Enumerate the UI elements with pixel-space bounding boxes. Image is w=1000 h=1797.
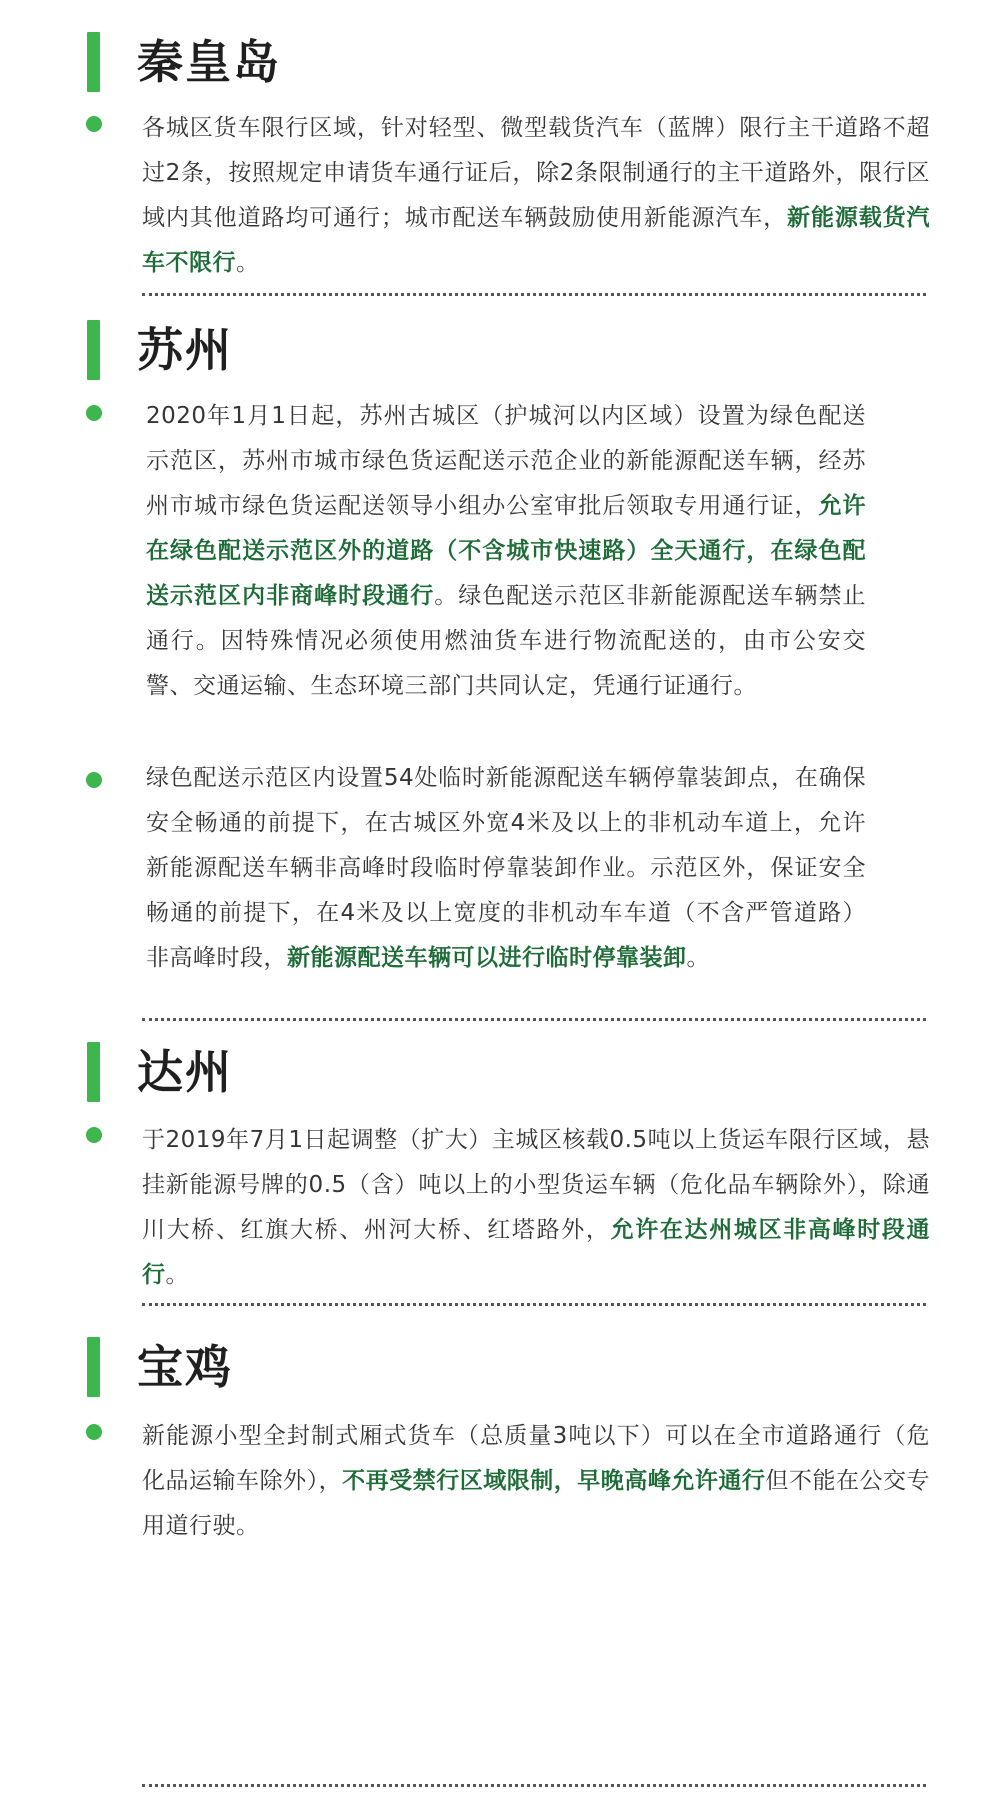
paragraph-highlight: 允许在达州城区非高峰时段通行 — [142, 1217, 931, 1288]
paragraph-text: 新能源小型全封制式厢式货车（总质量3吨以下）可以在全市道路通行（危化品运输车除外）， — [142, 1423, 930, 1494]
paragraph — [142, 1118, 930, 1298]
paragraph — [142, 1414, 930, 1549]
paragraph-text: 2020年1月1日起，苏州古城区（护城河以内区域）设置为绿色配送示范区，苏州市城市绿色货运配送示范企业的新能源配送车辆，经苏州市城市绿色货运配送领导小组办公室审批后领取专用通行证， — [146, 403, 866, 519]
section-heading-suzhou — [87, 320, 233, 380]
section-heading-qinhuangdao — [87, 32, 281, 92]
paragraph — [142, 106, 930, 286]
paragraph-text: 。 — [165, 1262, 189, 1288]
paragraph-text: 但不能在公交专用道行驶。 — [142, 1468, 931, 1539]
heading-accent-bar — [87, 1042, 100, 1102]
section-title: 苏州 — [137, 323, 233, 377]
dotted-divider — [142, 1784, 926, 1787]
paragraph-text: 绿色配送示范区内设置54处临时新能源配送车辆停靠装卸点，在确保安全畅通的前提下，在古城区外宽4米及以上的非机动车道上，允许新能源配送车辆非高峰时段临时停靠装卸作业。示范区外，保证安全畅通的前提下，在4米及以上宽度的非机动车车道（不含严管道路）非高峰时段， — [146, 765, 866, 971]
heading-accent-bar — [87, 1337, 100, 1397]
bullet-dot-icon — [86, 1127, 102, 1143]
bullet-dot-icon — [86, 772, 102, 788]
heading-accent-bar — [87, 320, 100, 380]
section-title: 秦皇岛 — [137, 35, 281, 89]
paragraph-highlight: 允许在绿色配送示范区外的道路（不含城市快速路）全天通行，在绿色配送示范区内非商峰时段通行 — [146, 493, 867, 609]
section-heading-dazhou — [87, 1042, 233, 1102]
dotted-divider — [142, 1303, 926, 1306]
bullet-dot-icon — [86, 405, 102, 421]
paragraph-highlight: 新能源载货汽车不限行 — [142, 205, 930, 276]
bullet-dot-icon — [86, 1424, 102, 1440]
paragraph-text: 。 — [686, 945, 710, 971]
paragraph-text: 。 — [236, 250, 260, 276]
section-title: 宝鸡 — [137, 1340, 233, 1394]
paragraph — [146, 756, 866, 981]
paragraph-highlight: 不再受禁行区域限制，早晚高峰允许通行 — [342, 1468, 766, 1494]
paragraph-text: 。绿色配送示范区非新能源配送车辆禁止通行。因特殊情况必须使用燃油货车进行物流配送的，由市公安交警、交通运输、生态环境三部门共同认定，凭通行证通行。 — [146, 583, 867, 699]
dotted-divider — [142, 293, 926, 296]
dotted-divider — [142, 1018, 926, 1021]
paragraph-highlight: 新能源配送车辆可以进行临时停靠装卸 — [287, 945, 687, 971]
paragraph-text: 各城区货车限行区域，针对轻型、微型载货汽车（蓝牌）限行主干道路不超过2条，按照规定申请货车通行证后，除2条限制通行的主干道路外，限行区域内其他道路均可通行；城市配送车辆鼓励使用新能源汽车， — [142, 115, 930, 231]
section-heading-baoji — [87, 1337, 233, 1397]
paragraph-text: 于2019年7月1日起调整（扩大）主城区核载0.5吨以上货运车限行区域，悬挂新能源号牌的0.5（含）吨以上的小型货运车辆（危化品车辆除外），除通川大桥、红旗大桥、州河大桥、红塔路外， — [142, 1127, 930, 1243]
heading-accent-bar — [87, 32, 100, 92]
bullet-dot-icon — [86, 116, 102, 132]
paragraph — [146, 394, 866, 709]
section-title: 达州 — [137, 1045, 233, 1099]
